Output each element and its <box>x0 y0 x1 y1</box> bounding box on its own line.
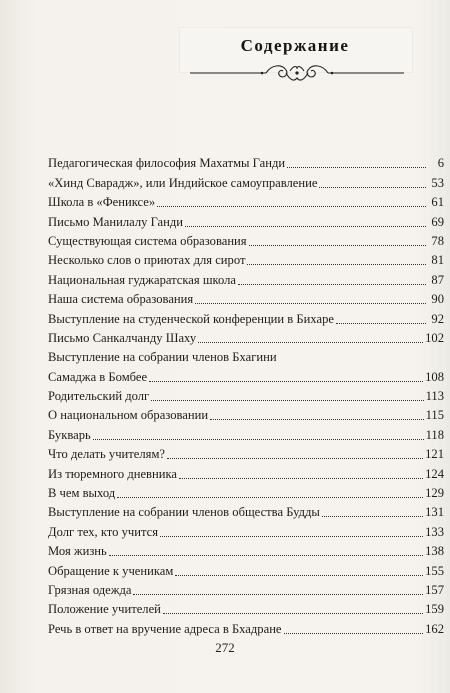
table-of-contents <box>48 152 444 637</box>
toc-entry-title: Письмо Манилалу Ганди <box>48 214 184 229</box>
toc-entry <box>48 346 444 365</box>
dot-leader <box>151 399 423 401</box>
toc-entry-title: Грязная одежда <box>48 582 132 597</box>
dot-leader <box>238 283 426 285</box>
dot-leader <box>149 380 423 382</box>
toc-entry-page: 90 <box>431 292 444 307</box>
toc-entry <box>48 617 444 636</box>
toc-entry-title: Несколько слов о приютах для сирот <box>48 253 246 268</box>
page-title: Содержание <box>240 36 350 55</box>
toc-entry <box>48 365 444 384</box>
toc-entry-title: О национальном образовании <box>48 408 209 423</box>
toc-entry-title: Долг тех, кто учится <box>48 524 158 539</box>
dot-leader <box>167 457 423 459</box>
toc-entry-page: 124 <box>425 466 444 481</box>
toc-entry-title: Самаджа в Бомбее <box>48 369 148 384</box>
toc-entry <box>48 288 444 307</box>
toc-entry <box>48 385 444 404</box>
toc-entry <box>48 171 444 190</box>
toc-entry-page: 6 <box>437 156 444 171</box>
toc-entry-page: 102 <box>425 330 444 345</box>
toc-entry-page: 61 <box>431 195 444 210</box>
toc-entry-page: 118 <box>425 427 444 442</box>
toc-entry <box>48 327 444 346</box>
toc-entry-title: Наша система образования <box>48 292 194 307</box>
dot-leader <box>93 438 424 440</box>
toc-entry-title: Выступление на студенческой конференции в Бихаре <box>48 311 334 326</box>
toc-entry-page: 157 <box>425 582 444 597</box>
dot-leader <box>336 322 426 324</box>
toc-entry-title: Букварь <box>48 427 91 442</box>
dot-leader <box>157 205 426 207</box>
toc-entry <box>48 191 444 210</box>
toc-entry <box>48 268 444 287</box>
dot-leader <box>160 535 423 537</box>
toc-entry-title: Обращение к ученикам <box>48 563 174 578</box>
toc-entry-page: 115 <box>425 408 444 423</box>
toc-entry <box>48 579 444 598</box>
toc-entry-title: Из тюремного дневника <box>48 466 177 481</box>
dot-leader <box>322 515 423 517</box>
dot-leader <box>284 632 424 634</box>
toc-entry-page: 108 <box>425 369 444 384</box>
toc-entry <box>48 540 444 559</box>
toc-entry-title: Педагогическая философия Махатмы Ганди <box>48 156 286 171</box>
dot-leader <box>179 477 423 479</box>
toc-entry-title: Существующая система образования <box>48 233 247 248</box>
toc-entry <box>48 423 444 442</box>
toc-entry-page: 155 <box>425 563 444 578</box>
toc-entry <box>48 210 444 229</box>
ornament-divider <box>186 60 408 86</box>
dot-leader <box>175 574 423 576</box>
toc-entry-page: 131 <box>425 505 444 520</box>
toc-entry-page: 69 <box>431 214 444 229</box>
toc-entry-page: 138 <box>425 544 444 559</box>
toc-entry-page: 159 <box>425 602 444 617</box>
toc-entry-page: 92 <box>431 311 444 326</box>
toc-entry-title: Речь в ответ на вручение адреса в Бхадране <box>48 621 282 636</box>
toc-entry <box>48 404 444 423</box>
dot-leader <box>319 186 426 188</box>
toc-entry-title: В чем выход <box>48 486 116 501</box>
toc-entry-page: 87 <box>431 272 444 287</box>
dot-leader <box>109 554 423 556</box>
toc-entry-title: Национальная гуджаратская школа <box>48 272 237 287</box>
toc-entry <box>48 482 444 501</box>
toc-entry-title: Письмо Санкалчанду Шаху <box>48 330 197 345</box>
toc-entry-page: 121 <box>425 447 444 462</box>
dot-leader <box>185 225 426 227</box>
toc-entry-page: 129 <box>425 486 444 501</box>
dot-leader <box>247 263 426 265</box>
dot-leader <box>117 496 423 498</box>
dot-leader <box>287 166 426 168</box>
toc-entry-title: Выступление на собрании членов Бхагини <box>48 350 277 365</box>
toc-entry <box>48 443 444 462</box>
toc-entry <box>48 501 444 520</box>
page-number: 272 <box>215 640 235 655</box>
toc-entry <box>48 307 444 326</box>
toc-entry-page: 113 <box>425 389 444 404</box>
toc-entry <box>48 598 444 617</box>
toc-entry <box>48 462 444 481</box>
toc-entry-title: Положение учителей <box>48 602 161 617</box>
dot-leader <box>249 244 426 246</box>
toc-entry-title: Школа в «Фениксе» <box>48 195 156 210</box>
toc-entry <box>48 249 444 268</box>
dot-leader <box>210 418 423 420</box>
toc-entry <box>48 152 444 171</box>
dot-leader <box>195 302 426 304</box>
toc-entry-title: Родительский долг <box>48 389 150 404</box>
dot-leader <box>133 593 423 595</box>
toc-entry-title: «Хинд Сварадж», или Индийское самоуправление <box>48 175 318 190</box>
toc-entry <box>48 520 444 539</box>
toc-entry-page: 162 <box>425 621 444 636</box>
toc-entry <box>48 559 444 578</box>
dot-leader <box>163 612 423 614</box>
toc-entry-title: Выступление на собрании членов общества Будды <box>48 505 320 520</box>
toc-entry-page: 78 <box>431 233 444 248</box>
toc-entry-page: 81 <box>431 253 444 268</box>
toc-entry-title: Что делать учителям? <box>48 447 166 462</box>
toc-entry <box>48 230 444 249</box>
dot-leader <box>198 341 423 343</box>
toc-entry-page: 53 <box>431 175 444 190</box>
toc-entry-title: Моя жизнь <box>48 544 107 559</box>
toc-entry-page: 133 <box>425 524 444 539</box>
